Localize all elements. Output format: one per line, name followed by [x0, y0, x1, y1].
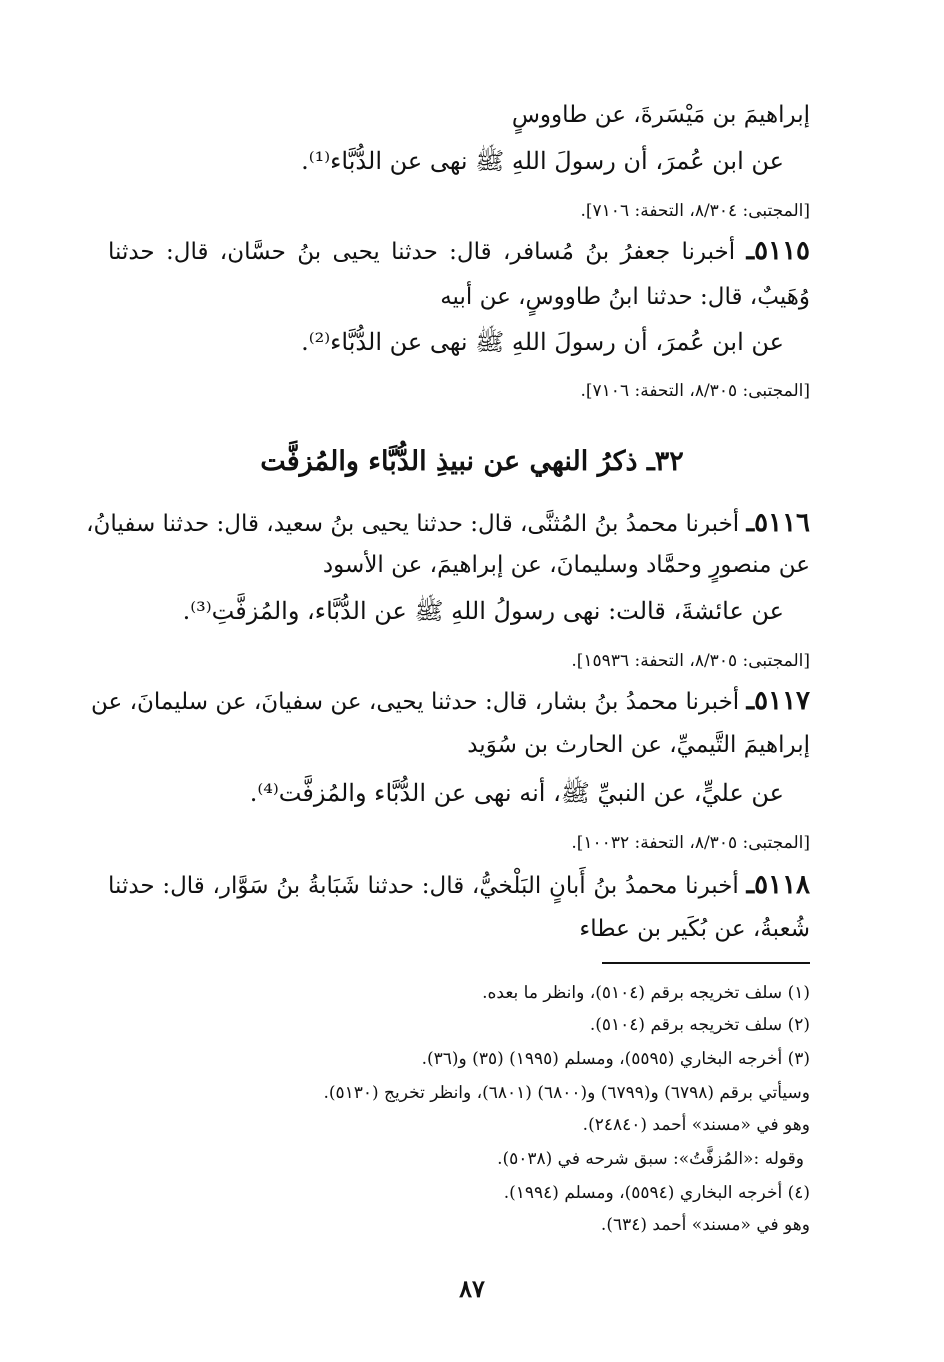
hadith-matn: عن ابن عُمرَ، أن رسولَ اللهِ ﷺ نهى عن الدُّبَّاء⁽²⁾. [301, 328, 784, 356]
footnote-separator [602, 962, 810, 964]
text-line: إبراهيمَ التَّيميِّ، عن الحارث بن سُوَيد [467, 732, 810, 758]
reference-citation: [المجتبى: ٨/٣٠٤، التحفة: ٧١٠٦]. [580, 201, 810, 221]
text-line: إبراهيمَ بن مَيْسَرةَ، عن طاووسٍ [511, 102, 810, 128]
isnad-text: أخبرنا محمدُ بنُ أَبانٍ البَلْخيُّ، قال: حدثنا شَبَابةُ بنُ سَوَّار، قال: حدثنا [108, 873, 739, 899]
footnote: (١) سلف تخريجه برقم (٥١٠٤)، وانظر ما بعده. [482, 983, 810, 1003]
hadith-number: ٥١١٦ـ [746, 508, 810, 538]
isnad-text: أخبرنا محمدُ بنُ المُثنَّى، قال: حدثنا يحيى بنُ سعيد، قال: حدثنا سفيانُ، [86, 511, 740, 537]
footnote: (٤) أخرجه البخاري (٥٥٩٤)، ومسلم (١٩٩٤). [503, 1183, 810, 1203]
hadith-isnad [86, 506, 810, 541]
isnad-text: أخبرنا جعفرُ بنُ مُسافر، قال: حدثنا يحيى بنُ حسَّان، قال: حدثنا [108, 239, 736, 265]
footnote: وهو في «مسند» أحمد (٢٤٨٤٠). [582, 1115, 810, 1135]
page-number: ٨٧ [459, 1274, 485, 1303]
reference-citation: [المجتبى: ٨/٣٠٥، التحفة: ١٠٠٣٢]. [571, 833, 810, 853]
hadith-isnad [108, 868, 810, 903]
hadith-isnad [108, 234, 810, 269]
text-line: شُعبةُ، عن بُكَير بن عطاء [579, 916, 810, 942]
reference-citation: [المجتبى: ٨/٣٠٥، التحفة: ٧١٠٦]. [580, 381, 810, 401]
hadith-matn: عن عليٍّ، عن النبيِّ ﷺ، أنه نهى عن الدُّبَّاء والمُزفَّت⁽⁴⁾. [249, 779, 784, 807]
hadith-number: ٥١١٨ـ [746, 870, 810, 900]
hadith-matn: عن ابن عُمرَ، أن رسولَ اللهِ ﷺ نهى عن الدُّبَّاء⁽¹⁾. [301, 147, 784, 175]
text-line: عن منصورٍ وحمَّاد وسليمانَ، عن إبراهيمَ، عن الأسود [322, 552, 810, 578]
reference-citation: [المجتبى: ٨/٣٠٥، التحفة: ١٥٩٣٦]. [571, 651, 810, 671]
isnad-text: أخبرنا محمدُ بنُ بشار، قال: حدثنا يحيى، عن سفيانَ، عن سليمانَ، عن [91, 689, 740, 715]
footnote: وهو في «مسند» أحمد (٦٣٤). [600, 1215, 810, 1235]
section-heading: ٣٢ـ ذكرُ النهي عن نبيذِ الدُّبَّاء والمُزفَّت [260, 446, 684, 477]
hadith-number: ٥١١٥ـ [746, 236, 811, 266]
footnote: (٣) أخرجه البخاري (٥٥٩٥)، ومسلم (١٩٩٥) (٣٥) و(٣٦). [421, 1049, 810, 1069]
hadith-number: ٥١١٧ـ [746, 686, 810, 716]
hadith-isnad [91, 684, 810, 719]
footnote: وسيأتي برقم (٦٧٩٨) و(٦٧٩٩) و(٦٨٠٠) (٦٨٠١)، وانظر تخريج (٥١٣٠). [323, 1083, 810, 1103]
text-line: وُهَيبٌ، قال: حدثنا ابنُ طاووسٍ، عن أبيه [440, 284, 810, 310]
hadith-matn: عن عائشةَ، قالت: نهى رسولُ اللهِ ﷺ عن الدُّبَّاء، والمُزفَّتِ⁽³⁾. [182, 597, 784, 625]
footnote: وقوله :«المُزفَّتُ»: سبق شرحه في (٥٠٣٨). [497, 1149, 804, 1169]
footnote: (٢) سلف تخريجه برقم (٥١٠٤). [589, 1015, 810, 1035]
